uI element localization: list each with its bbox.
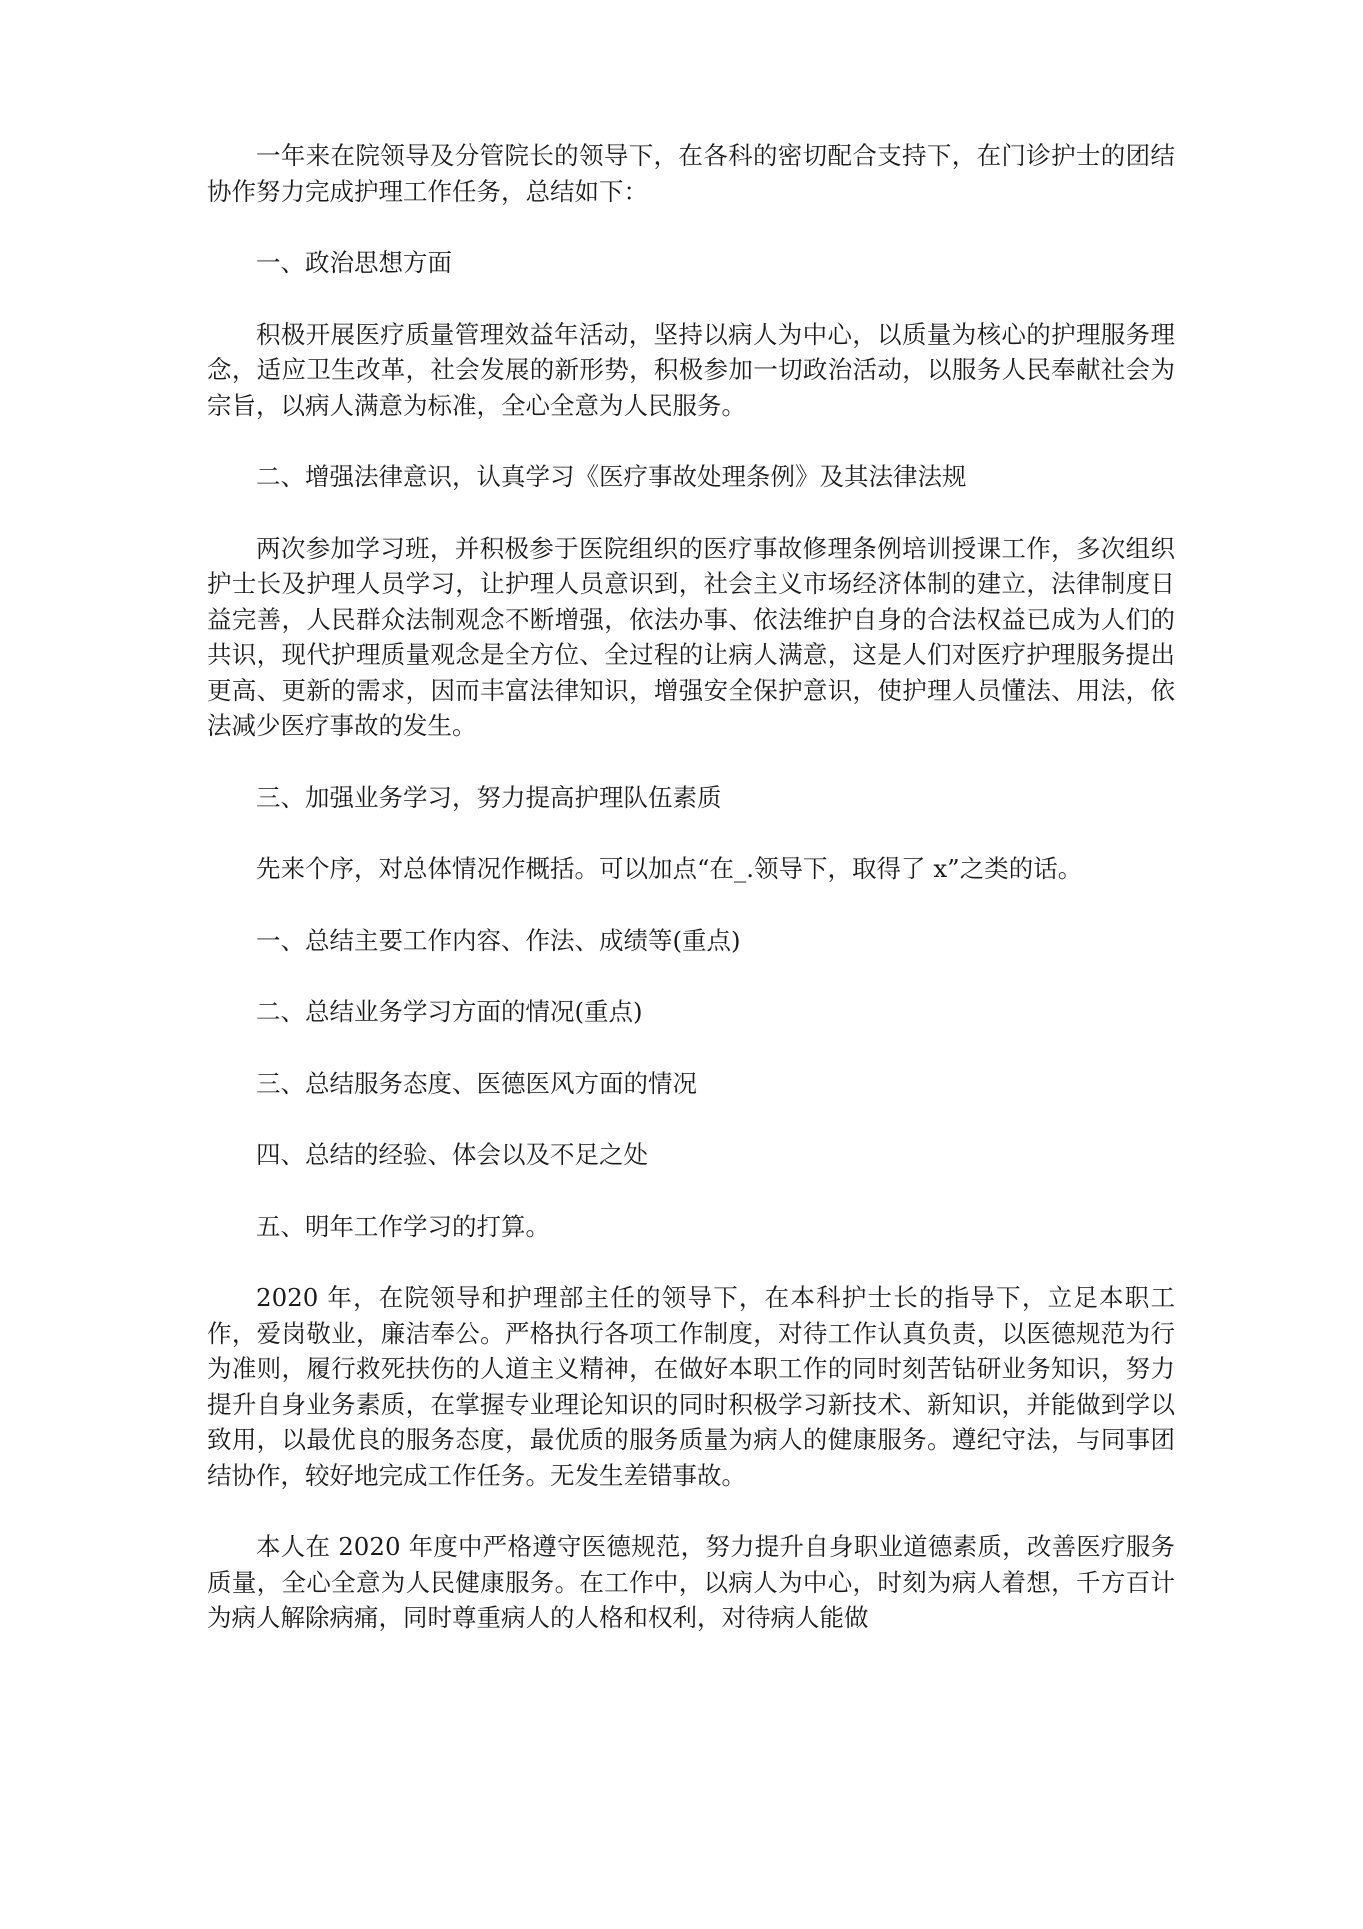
outline-item-2: 二、总结业务学习方面的情况(重点) — [256, 997, 643, 1026]
ethics-paragraph: 本人在 2020 年度中严格遵守医德规范，努力提升自身职业道德素质，改善医疗服务质量，全心全意为人民健康服务。在工作中，以病人为中心，时刻为病人着想，千方百计为病人解除病痛，同时尊重病人的人格和权利，对待病人能做 — [207, 1532, 1175, 1632]
legal-paragraph: 两次参加学习班，并积极参于医院组织的医疗事故修理条例培训授课工作，多次组织护士长及护理人员学习，让护理人员意识到，社会主义市场经济体制的建立，法律制度日益完善，人民群众法制观念不断增强，依法办事、依法维护自身的合法权益已成为人们的共识，现代护理质量观念是全方位、全过程的让病人满意，这是人们对医疗护理服务提出更高、更新的需求，因而丰富法律知识，增强安全保护意识，使护理人员懂法、用法，依法减少医疗事故的发生。 — [207, 533, 1175, 740]
outline-item-3: 三、总结服务态度、医德医风方面的情况 — [256, 1068, 697, 1098]
intro-paragraph: 一年来在院领导及分管院长的领导下，在各科的密切配合支持下，在门诊护士的团结协作努力完成护理工作任务，总结如下： — [207, 141, 1175, 206]
outline-item-4: 四、总结的经验、体会以及不足之处 — [256, 1140, 648, 1169]
preface-paragraph: 先来个序，对总体情况作概括。可以加点“在_.领导下，取得了 x”之类的话。 — [256, 854, 1083, 883]
document-body — [207, 138, 1175, 1672]
year-summary-paragraph: 2020 年，在院领导和护理部主任的领导下，在本科护士长的指导下，立足本职工作，爱岗敬业，廉洁奉公。严格执行各项工作制度，对待工作认真负责，以医德规范为行为准则，履行救死扶伤的人道主义精神，在做好本职工作的同时刻苦钻研业务知识，努力提升自身业务素质，在掌握专业理论知识的同时积极学习新技术、新知识，并能做到学以致用，以最优良的服务态度，最优质的服务质量为病人的健康服务。遵纪守法，与同事团结协作，较好地完成工作任务。无发生差错事故。 — [207, 1283, 1175, 1490]
outline-item-5: 五、明年工作学习的打算。 — [256, 1211, 550, 1241]
section-heading-legal: 二、增强法律意识，认真学习《医疗事故处理条例》及其法律法规 — [256, 462, 967, 491]
outline-item-1: 一、总结主要工作内容、作法、成绩等(重点) — [256, 925, 741, 955]
political-paragraph: 积极开展医疗质量管理效益年活动，坚持以病人为中心，以质量为核心的护理服务理念，适应卫生改革，社会发展的新形势，积极参加一切政治活动，以服务人民奉献社会为宗旨，以病人满意为标准，全心全意为人民服务。 — [207, 319, 1175, 420]
section-heading-study: 三、加强业务学习，努力提高护理队伍素质 — [256, 782, 722, 812]
section-heading-political: 一、政治思想方面 — [256, 248, 452, 277]
